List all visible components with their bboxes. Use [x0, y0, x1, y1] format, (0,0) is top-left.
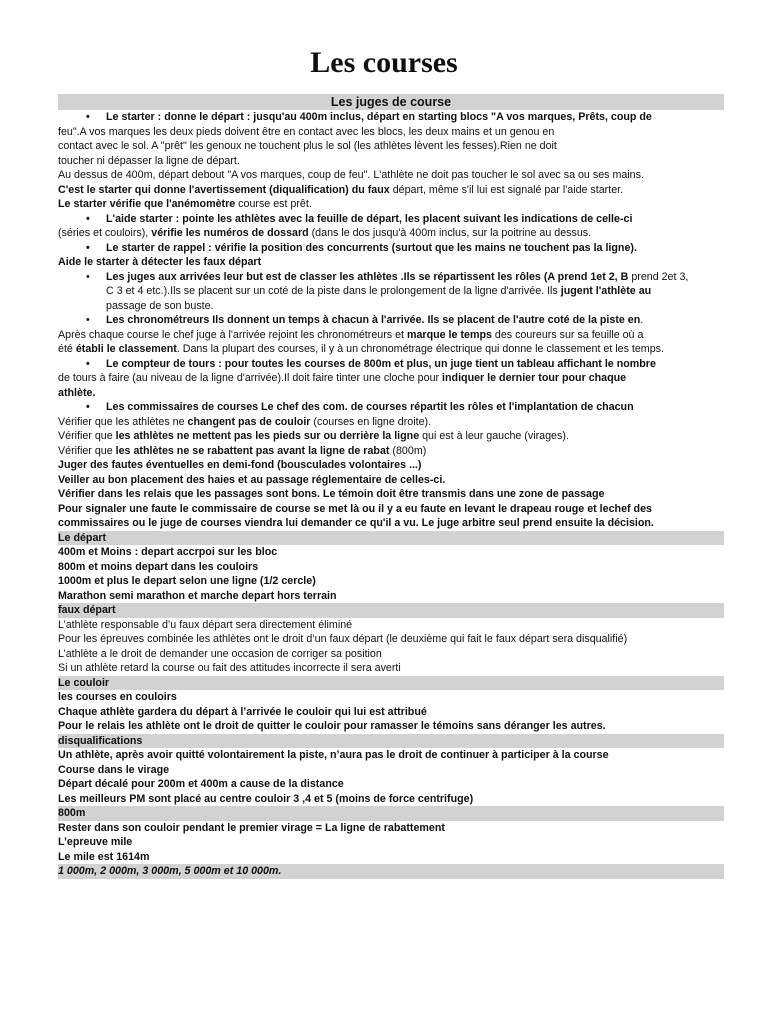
list-item: Si un athlète retard la course ou fait des attitudes incorrecte il sera averti [58, 662, 401, 674]
bullet-starter: • Le starter : donne le départ : jusqu'au 400m inclus, départ en starting blocs "A vos marques, Prêts, coup de [58, 110, 724, 125]
list-item: Rester dans son couloir pendant le premier virage = La ligne de rabattement [58, 821, 445, 834]
text-line: (séries et couloirs), vérifie les numéros de dossard (dans le dos jusqu'à 400m inclus, sur la poitrine au dessus. [58, 227, 592, 239]
list-item: Pour le relais les athlète ont le droit de quitter le couloir pour ramasser le témoins sans déranger les autres. [58, 720, 606, 732]
section-header-disqualifications: disqualifications [58, 734, 724, 749]
text-line: athlète. [58, 386, 96, 399]
text-line: de tours à faire (au niveau de la ligne d'arrivée).Il doit faire tinter une cloche pour indiquer le dernier tour pour chaque [58, 372, 627, 384]
bullet-aide-starter: • L'aide starter : pointe les athlètes avec la feuille de départ, les placent suivant les indications de celle-ci [58, 212, 724, 227]
list-item: Le mile est 1614m [58, 850, 150, 863]
list-item: Chaque athlète gardera du départ à l’arrivée le couloir qui lui est attribué [58, 705, 427, 718]
section-header-faux-depart: faux départ [58, 603, 724, 618]
list-item: Pour les épreuves combinée les athlètes ont le droit d’un faux départ (le deuxième qui fait le faux départ sera disqualifié) [58, 633, 628, 645]
list-item: L’athlète a le droit de demander une occasion de corriger sa position [58, 647, 382, 660]
text-line: C'est le starter qui donne l'avertissement (diqualification) du faux départ, même s'il lui est signalé par l'aide starter. [58, 183, 624, 196]
text-line: feu".A vos marques les deux pieds doivent être en contact avec les blocs, les deux mains et un genou en [58, 125, 555, 138]
section-header-depart: Le départ [58, 531, 724, 546]
list-item: les courses en couloirs [58, 691, 177, 703]
document-body [58, 94, 724, 879]
text-line: été établi le classement. Dans la plupart des courses, il y à un chronométrage électrique qui donne le classement et les temps. [58, 343, 664, 355]
list-item: L’epreuve mile [58, 836, 133, 848]
text-line: Après chaque course le chef juge à l'arrivée rejoint les chronométreurs et marque le temps des coureurs sur sa feuille où a [58, 328, 644, 341]
bullet-commissaires: • Les commissaires de courses Le chef des com. de courses répartit les rôles et l'implantation de chacun [58, 400, 724, 415]
list-item: 400m et Moins : depart accrpoi sur les bloc [58, 546, 278, 558]
list-item: 1000m et plus le depart selon une ligne (1/2 cercle) [58, 575, 316, 587]
list-item: Marathon semi marathon et marche depart hors terrain [58, 589, 337, 602]
list-item: Course dans le virage [58, 763, 170, 776]
list-item: Les meilleurs PM sont placé au centre couloir 3 ,4 et 5 (moins de force centrifuge) [58, 792, 474, 805]
bullet-juges-arrivees: • Les juges aux arrivées leur but est de classer les athlètes .Ils se répartissent les rôles (A prend 1et 2, B prend 2et 3, C 3 et 4 etc.).Ils se placent sur un coté de la piste dans le prolongement de la ligne d'arrivée. Ils jugent l'athlète au passage de son buste. [58, 270, 724, 314]
bullet-chronometreurs: • Les chronométreurs Ils donnent un temps à chacun à l'arrivée. Ils se placent de l'autre coté de la piste en. [58, 313, 724, 328]
bullet-starter-rappel: • Le starter de rappel : vérifie la position des concurrents (surtout que les mains ne touchent pas la ligne). [58, 241, 724, 256]
list-item: L’athlète responsable d’u faux départ sera directement éliminé [58, 618, 353, 631]
text-line: toucher ni dépasser la ligne de départ. [58, 154, 240, 167]
list-item: Départ décalé pour 200m et 400m a cause de la distance [58, 778, 344, 790]
text-line: Vérifier dans les relais que les passages sont bons. Le témoin doit être transmis dans une zone de passage [58, 488, 605, 500]
distances-row: 1 000m, 2 000m, 3 000m, 5 000m et 10 000m. [58, 864, 724, 879]
list-item: Un athlète, après avoir quitté volontairement la piste, n’aura pas le droit de continuer à participer à la course [58, 749, 609, 761]
text-line: Vérifier que les athlètes ne mettent pas les pieds sur ou derrière la ligne qui est à leur gauche (virages). [58, 430, 569, 442]
page-title: Les courses [310, 46, 458, 79]
text-line: Pour signaler une faute le commissaire de course se met là ou il y a eu faute en levant le drapeau rouge et lechef des [58, 502, 652, 515]
text-line: Vérifier que les athlètes ne se rabattent pas avant la ligne de rabat (800m) [58, 444, 427, 457]
text-line: Vérifier que les athlètes ne changent pas de couloir (courses en ligne droite). [58, 415, 432, 428]
text-line: contact avec le sol. A "prêt" les genoux ne touchent plus le sol (les athlètes lèvent les fesses).Rien ne doit [58, 140, 557, 152]
text-line: commissaires ou le juge de courses viendra lui demander ce qu'il a vu. Le juge arbitre seul prend ensuite la décision. [58, 517, 654, 529]
section-header-couloir: Le couloir [58, 676, 724, 691]
section-header-juges: Les juges de course [58, 94, 724, 110]
list-item: 800m et moins depart dans les couloirs [58, 560, 259, 573]
bullet-compteur-tours: • Le compteur de tours : pour toutes les courses de 800m et plus, un juge tient un tableau affichant le nombre [58, 357, 724, 372]
text-line: Veiller au bon placement des haies et au passage réglementaire de celles-ci. [58, 473, 446, 486]
section-header-800m: 800m [58, 806, 724, 821]
text-line: Au dessus de 400m, départ debout "A vos marques, coup de feu". L'athlète ne doit pas toucher le sol avec sa ou ses mains. [58, 169, 644, 181]
text-line: Aide le starter à détecter les faux départ [58, 256, 262, 268]
text-line: Juger des fautes éventuelles en demi-fond (bousculades volontaires ...) [58, 459, 422, 471]
text-line: Le starter vérifie que l'anémomètre course est prêt. [58, 198, 312, 210]
